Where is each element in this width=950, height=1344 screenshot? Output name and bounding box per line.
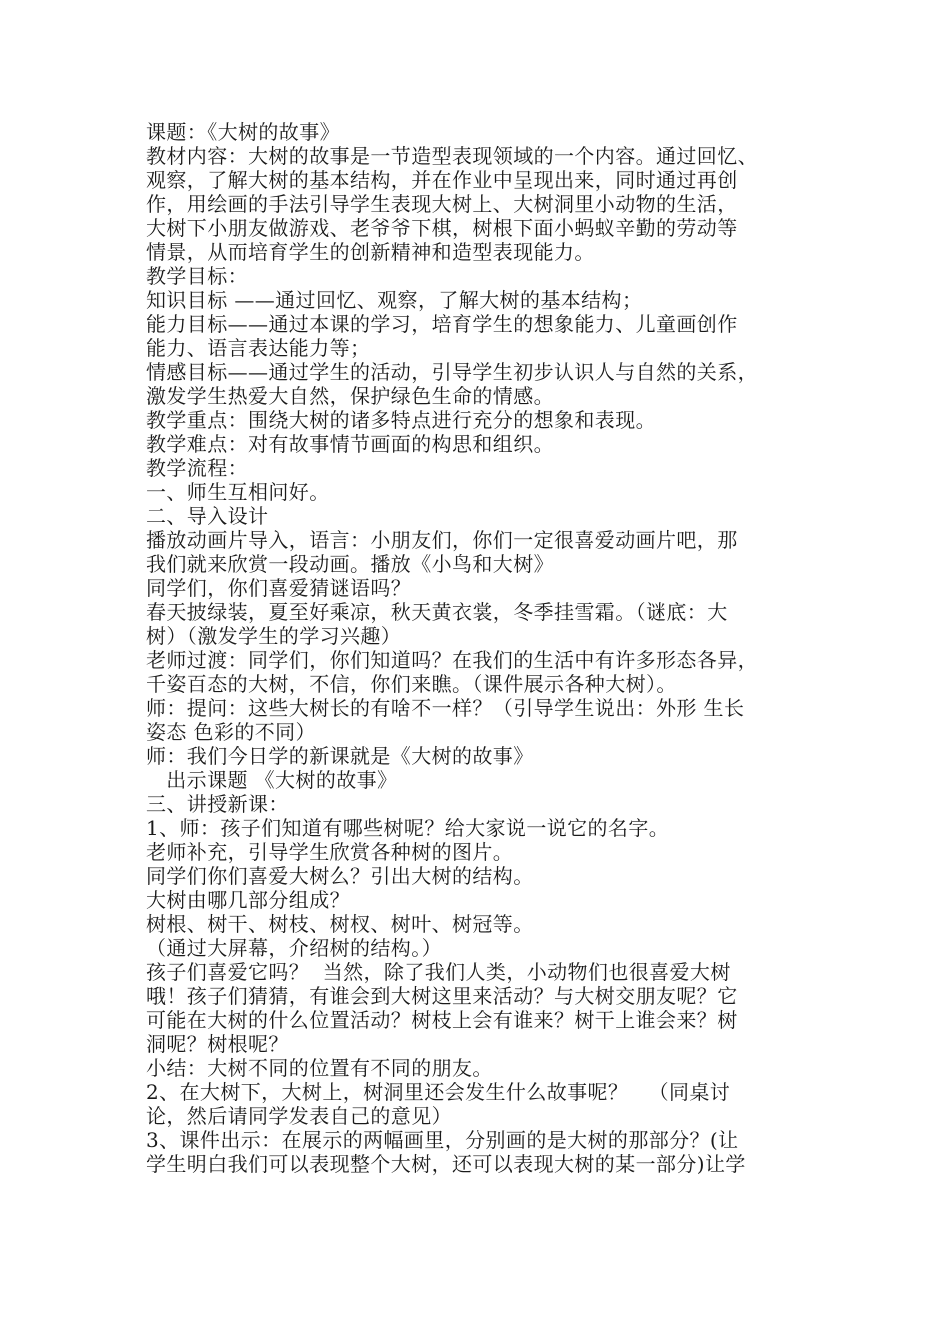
text-line: 播放动画片导入，语言：小朋友们，你们一定很喜爱动画片吧，那: [146, 528, 738, 552]
text-line: 大树由哪几部分组成？: [146, 888, 350, 912]
text-line: 大树下小朋友做游戏、老爷爷下棋，树根下面小蚂蚁辛勤的劳动等: [146, 216, 738, 240]
text-line: 出示课题 《大树的故事》: [146, 768, 398, 792]
text-line: 一、师生互相问好。: [146, 480, 330, 504]
text-line: 1、师：孩子们知道有哪些树呢？给大家说一说它的名字。: [146, 816, 670, 840]
text-line: 教材内容：大树的故事是一节造型表现领域的一个内容。通过回忆、: [146, 144, 758, 168]
text-line: 情景，从而培育学生的创新精神和造型表现能力。: [146, 240, 595, 264]
text-line: 教学难点：对有故事情节画面的构思和组织。: [146, 432, 554, 456]
text-line: 老师过渡：同学们，你们知道吗？在我们的生活中有许多形态各异，: [146, 648, 758, 672]
text-line: 2、在大树下，大树上，树洞里还会发生什么故事呢？ （同桌讨: [146, 1080, 731, 1104]
text-line: 3、课件出示：在展示的两幅画里，分别画的是大树的那部分？(让: [146, 1128, 739, 1152]
text-line: 可能在大树的什么位置活动？树枝上会有谁来？树干上谁会来？树: [146, 1008, 738, 1032]
text-line: 教学目标：: [146, 264, 248, 288]
text-line: 同学们，你们喜爱猜谜语吗？: [146, 576, 412, 600]
text-line: 老师补充，引导学生欣赏各种树的图片。: [146, 840, 514, 864]
text-line: 师：提问：这些大树长的有啥不一样？（引导学生说出：外形 生长: [146, 696, 745, 720]
document-body: [146, 120, 811, 1176]
text-line: 知识目标 ——通过回忆、观察，了解大树的基本结构；: [146, 288, 643, 312]
text-line: 师：我们今日学的新课就是《大树的故事》: [146, 744, 534, 768]
text-line: 哦！孩子们猜猜，有谁会到大树这里来活动？与大树交朋友呢？它: [146, 984, 738, 1008]
text-line: 课题：《大树的故事》: [146, 120, 340, 144]
text-line: 激发学生热爱大自然，保护绿色生命的情感。: [146, 384, 554, 408]
text-line: 教学重点：围绕大树的诸多特点进行充分的想象和表现。: [146, 408, 656, 432]
text-line: 论，然后请同学发表自己的意见）: [146, 1104, 452, 1128]
text-line: 千姿百态的大树，不信，你们来瞧。（课件展示各种大树）。: [146, 672, 677, 696]
text-line: 三、讲授新课：: [146, 792, 289, 816]
text-line: 我们就来欣赏一段动画。播放《小鸟和大树》: [146, 552, 554, 576]
text-line: 观察，了解大树的基本结构，并在作业中呈现出来，同时通过再创: [146, 168, 738, 192]
text-line: 能力、语言表达能力等；: [146, 336, 371, 360]
text-line: 洞呢？树根呢？: [146, 1032, 289, 1056]
text-line: 情感目标——通过学生的活动，引导学生初步认识人与自然的关系，: [146, 360, 758, 384]
text-line: 树）（激发学生的学习兴趣）: [146, 624, 402, 648]
text-line: 能力目标——通过本课的学习，培育学生的想象能力、儿童画创作: [146, 312, 738, 336]
text-line: 学生明白我们可以表现整个大树，还可以表现大树的某一部分)让学: [146, 1152, 746, 1176]
text-line: 孩子们喜爱它吗？ 当然，除了我们人类，小动物们也很喜爱大树: [146, 960, 731, 984]
text-line: （通过大屏幕，介绍树的结构。）: [146, 936, 442, 960]
text-line: 作，用绘画的手法引导学生表现大树上、大树洞里小动物的生活，: [146, 192, 738, 216]
text-line: 小结：大树不同的位置有不同的朋友。: [146, 1056, 493, 1080]
text-line: 姿态 色彩的不同）: [146, 720, 316, 744]
text-line: 同学们你们喜爱大树么？引出大树的结构。: [146, 864, 534, 888]
text-line: 春天披绿装，夏至好乘凉，秋天黄衣裳，冬季挂雪霜。（谜底：大: [146, 600, 728, 624]
text-line: 树根、树干、树枝、树杈、树叶、树冠等。: [146, 912, 534, 936]
text-line: 二、导入设计: [146, 504, 269, 528]
text-line: 教学流程：: [146, 456, 248, 480]
